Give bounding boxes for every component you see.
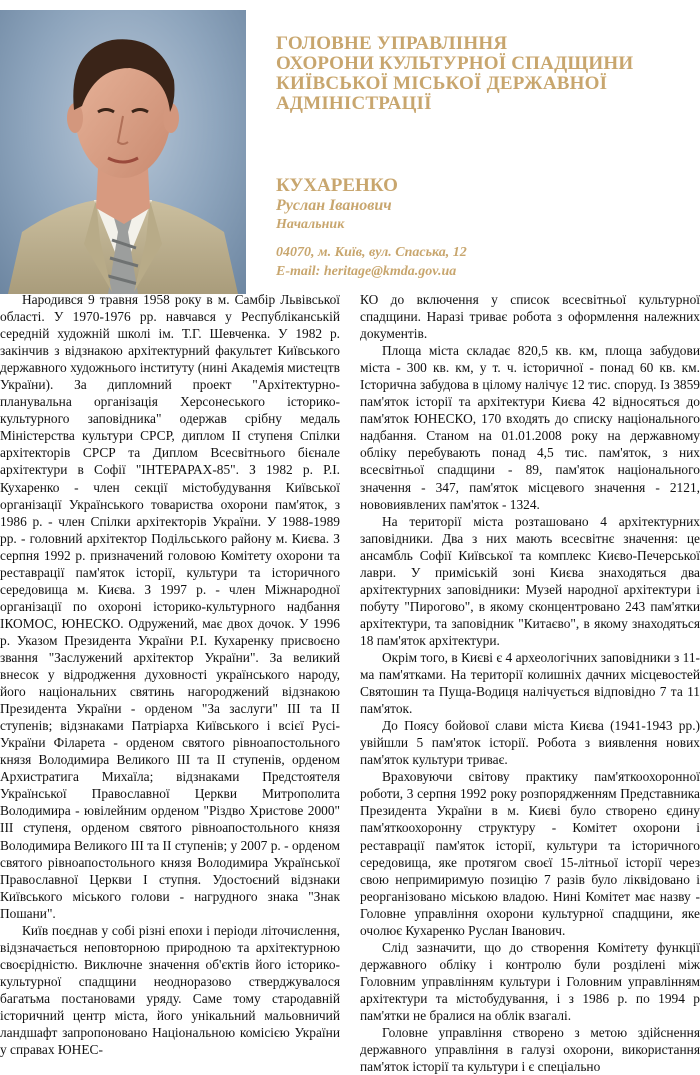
paragraph: Враховуючи світову практику пам'яткоохоронної роботи, 3 серпня 1992 року розпорядженням Представника Президента України в м. Києві було створено єдину пам'яткоохоронну структуру - Комітет охорони і реставрації пам'яток історії, культури та історичного середовища, яке протягом своєї 15-літньої історії через свою непримиримую позицію 7 разів було ліквідовано і реорганізовано міською владою. Нині Комітет має назву - Головне управління охорони культурної спадщини, яке очолює Кухаренко Руслан Іванович. [360,769,700,938]
address: 04070, м. Київ, вул. Спаська, 12 [276,245,467,260]
organization-title-line: АДМІНІСТРАЦІЇ [276,93,432,114]
portrait-illustration [0,10,246,294]
person-surname: КУХАРЕНКО [276,175,398,196]
paragraph: До Поясу бойової слави міста Києва (1941-1943 рр.) увійшли 5 пам'яток історії. Робота з виявлення нових пам'яток культури триває. [360,718,700,768]
organization-title-line: КИЇВСЬКОЇ МІСЬКОЇ ДЕРЖАВНОЇ [276,73,608,94]
paragraph: Окрім того, в Києві є 4 археологічних заповідники з 11-ма пам'ятками. На території колишніх дачних місцевостей Святошин та Пуща-Водиця налічується відповідно 7 та 11 пам'яток. [360,649,700,717]
organization-title [276,34,686,114]
organization-title-line: ОХОРОНИ КУЛЬТУРНОЇ СПАДЩИНИ [276,53,634,74]
portrait-photo [0,10,246,294]
paragraph: КО до включення у список всесвітньої культурної спадщини. Наразі триває робота з оформлення належних документів. [360,292,700,342]
person-position: Начальник [276,217,345,232]
left-column [0,291,340,1058]
paragraph: На території міста розташовано 4 архітектурних заповідники. Два з них мають всесвітнє значення: це ансамбль Софії Київської та комплекс Києво-Печерської лаври. У приміській зоні Києва знаходяться два архітектурних заповідники: Музей народної архітектури і побуту "Пирогово", в якому сконцентровано 243 пам'ятки архітектури, та заповідник "Китаєво", в якому знаходяться 18 пам'яток архітектури. [360,513,700,648]
person-block [276,176,686,281]
person-given-names: Руслан Іванович [276,197,392,214]
paragraph: Головне управління створено з метою здійснення державного управління в галузі охорони, використання пам'яток історії та культури і є спеціально [360,1025,700,1075]
paragraph: Площа міста складає 820,5 кв. км, площа забудови міста - 300 кв. км, у т. ч. історичної - понад 60 кв. км. Історична забудова в цілому налічує 12 тис. споруд. Із 3859 пам'яток історії та архітектури Києва 42 відносяться до пам'яток ЮНЕСКО, 170 входять до списку національного надбання. Станом на 01.01.2008 року на державному обліку перебувають понад 4,5 тис. пам'яток, з них всесвітньої спадщини - 89, пам'яток національного значення - 347, пам'яток місцевого значення - 2121, нововиявлених пам'яток - 1324. [360,343,700,512]
contact-block [276,243,686,281]
paragraph: Київ поєднав у собі різні епохи і періоди літочислення, відзначається неповторною природною та архітектурною своєрідністю. Виключне значення об'єктів його історико-культурної спадщини неодноразово стверджувалося багатьма постановами уряду. Саме тому стародавній історичний центр міста, його унікальний мальовничий ландшафт запропоновано Національною комісією України у справах ЮНЕС- [0,922,340,1058]
organization-title-line: ГОЛОВНЕ УПРАВЛІННЯ [276,33,508,54]
paragraph: Слід зазначити, що до створення Комітету функції державного обліку і контролю були розділені між Головним управлінням культури і Головним управлінням архітектури та містобудування, і з 1986 р. по 1994 р пам'ятки не бралися на облік взагалі. [360,939,700,1023]
paragraph: Народився 9 травня 1958 року в м. Самбір Львівської області. У 1970-1976 рр. навчався у Республіканській середній художній школі ім. Т.Г. Шевченка. У 1982 р. закінчив з відзнакою архітектурний факультет Київського державного художнього інституту (нині Академія мистецтв України). За дипломний проект "Архітектурно-планувальна організація Херсонеського історико-культурного заповідника" одержав срібну медаль Міністерства культури СРСР, диплом ІІ ступеня Спілки архітекторів СРСР та Диплом Всесвітнього бієнале архітектури в Софії "ІНТЕРАРАХ-85". З 1982 р. Р.І. Кухаренко - член секції містобудування Київської організації Українського товариства охорони пам'яток, з 1986 р. - член Спілки архітекторів України. У 1988-1989 рр. - головний архітектор Подільського району м. Києва. З серпня 1992 р. призначений головою Комітету охорони та реставрації пам'яток історії, культури та історичного середовища м. Києва. З 1997 р. - член Міжнародної організації по охороні історико-культурного надбання ІКОМОС, ЮНЕСКО. Одружений, має двох дочок. У 1996 р. Указом Президента України Р.І. Кухаренку присвоєно звання "Заслужений архітектор України". За великий внесок у відродження духовності українського народу, його національних святинь нагороджений відзнакою Президента України - орденом "За заслуги" ІІІ та ІІ ступенів; відзнаками Патріарха Київського і всієї Русі-України Філарета - орденом святого рівноапостольного князя Володимира Великого ІІІ та ІІ ступенів, орденом Архистратига Михаїла; відзнаками Предстоятеля Української Православної Церкви Митрополита Володимира - ювілейним орденом "Різдво Христове 2000" ІІІ ступеня, орденом святого рівноапостольного князя Володимира Великого ІІІ та ІІ ступенів; у 2007 р. - орденом святого рівноапостольного князя Володимира Української Православної Церкви І ступня. Удостоєний відзнаки Київського міського голови - нагрудного знака "Знак Пошани". [0,292,340,921]
article-body [0,291,700,1075]
email: E-mail: heritage@kmda.gov.ua [276,264,457,279]
right-column [360,291,700,1075]
